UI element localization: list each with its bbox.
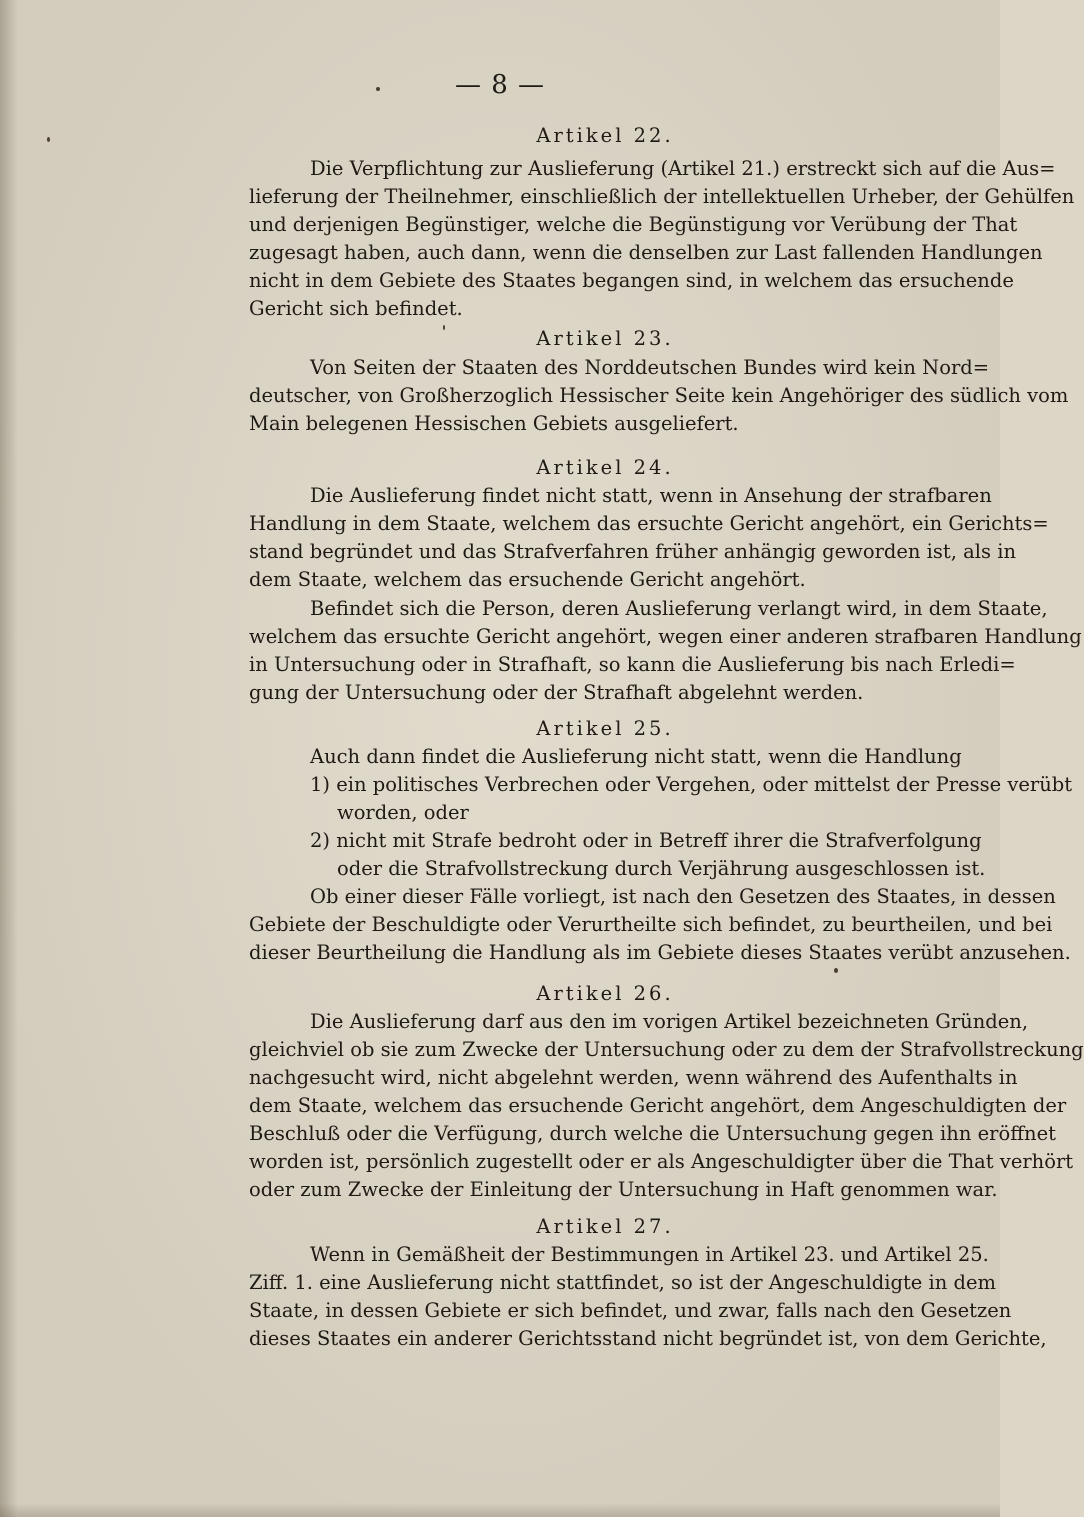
list-item-continuation: oder die Strafvollstreckung durch Verjährung ausgeschlossen ist.	[337, 857, 986, 880]
scan-speck	[443, 325, 445, 330]
text-line: Gericht sich befindet.	[249, 297, 463, 320]
text-line: dieser Beurtheilung die Handlung als im Gebiete dieses Staates verübt anzusehen.	[249, 941, 1071, 964]
text-line: welchem das ersuchte Gericht angehört, wegen einer anderen strafbaren Handlung	[249, 625, 1082, 648]
article-heading: Artikel 27.	[536, 1215, 674, 1238]
article-heading: Artikel 25.	[536, 717, 674, 740]
text-line: Handlung in dem Staate, welchem das ersuchte Gericht angehört, ein Gerichts=	[249, 512, 1049, 535]
scan-speck	[834, 968, 838, 973]
page-edge-shadow	[0, 0, 18, 1517]
text-line: Auch dann findet die Auslieferung nicht statt, wenn die Handlung	[310, 745, 962, 768]
text-line: Befindet sich die Person, deren Auslieferung verlangt wird, in dem Staate,	[310, 597, 1048, 620]
text-line: deutscher, von Großherzoglich Hessischer Seite kein Angehöriger des südlich vom	[249, 384, 1069, 407]
text-line: dem Staate, welchem das ersuchende Gericht angehört.	[249, 568, 806, 591]
text-line: Von Seiten der Staaten des Norddeutschen Bundes wird kein Nord=	[310, 356, 990, 379]
text-line: gung der Untersuchung oder der Strafhaft abgelehnt werden.	[249, 681, 864, 704]
text-line: Ob einer dieser Fälle vorliegt, ist nach den Gesetzen des Staates, in dessen	[310, 885, 1056, 908]
text-line: Main belegenen Hessischen Gebiets ausgeliefert.	[249, 412, 739, 435]
text-line: gleichviel ob sie zum Zwecke der Untersuchung oder zu dem der Strafvollstreckung	[249, 1038, 1084, 1061]
article-heading: Artikel 26.	[536, 982, 674, 1005]
text-line: stand begründet und das Strafverfahren früher anhängig geworden ist, als in	[249, 540, 1017, 563]
scan-speck	[376, 87, 380, 91]
article-heading: Artikel 22.	[536, 124, 674, 147]
scan-speck	[47, 137, 50, 142]
article-heading: Artikel 24.	[536, 456, 674, 479]
text-line: Beschluß oder die Verfügung, durch welche die Untersuchung gegen ihn eröffnet	[249, 1122, 1056, 1145]
text-line: worden ist, persönlich zugestellt oder er als Angeschuldigter über die That verhört	[249, 1150, 1074, 1173]
text-line: dieses Staates ein anderer Gerichtsstand nicht begründet ist, von dem Gerichte,	[249, 1327, 1047, 1350]
text-line: lieferung der Theilnehmer, einschließlich der intellektuellen Urheber, der Gehülfen	[249, 185, 1075, 208]
text-line: Die Auslieferung findet nicht statt, wenn in Ansehung der strafbaren	[310, 484, 992, 507]
page-bottom-shadow	[0, 1503, 1000, 1517]
text-line: dem Staate, welchem das ersuchende Gericht angehört, dem Angeschuldigten der	[249, 1094, 1067, 1117]
text-line: Die Verpflichtung zur Auslieferung (Artikel 21.) erstreckt sich auf die Aus=	[310, 157, 1056, 180]
text-line: zugesagt haben, auch dann, wenn die denselben zur Last fallenden Handlungen	[249, 241, 1043, 264]
text-line: Staate, in dessen Gebiete er sich befindet, und zwar, falls nach den Gesetzen	[249, 1299, 1012, 1322]
text-line: Wenn in Gemäßheit der Bestimmungen in Artikel 23. und Artikel 25.	[310, 1243, 989, 1266]
list-item: 2) nicht mit Strafe bedroht oder in Betreff ihrer die Strafverfolgung	[310, 829, 982, 852]
text-line: in Untersuchung oder in Strafhaft, so kann die Auslieferung bis nach Erledi=	[249, 653, 1016, 676]
text-line: Ziff. 1. eine Auslieferung nicht stattfindet, so ist der Angeschuldigte in dem	[249, 1271, 997, 1294]
text-line: Gebiete der Beschuldigte oder Verurtheilte sich befindet, zu beurtheilen, und bei	[249, 913, 1053, 936]
text-line: Die Auslieferung darf aus den im vorigen Artikel bezeichneten Gründen,	[310, 1010, 1029, 1033]
text-line: oder zum Zwecke der Einleitung der Untersuchung in Haft genommen war.	[249, 1178, 998, 1201]
article-heading: Artikel 23.	[536, 327, 674, 350]
text-line: nachgesucht wird, nicht abgelehnt werden, wenn während des Aufenthalts in	[249, 1066, 1018, 1089]
text-line: und derjenigen Begünstiger, welche die Begünstigung vor Verübung der That	[249, 213, 1018, 236]
text-line: nicht in dem Gebiete des Staates begangen sind, in welchem das ersuchende	[249, 269, 1014, 292]
list-item: 1) ein politisches Verbrechen oder Vergehen, oder mittelst der Presse verübt	[310, 773, 1073, 796]
page-number: — 8 —	[454, 70, 546, 100]
list-item-continuation: worden, oder	[337, 801, 469, 824]
